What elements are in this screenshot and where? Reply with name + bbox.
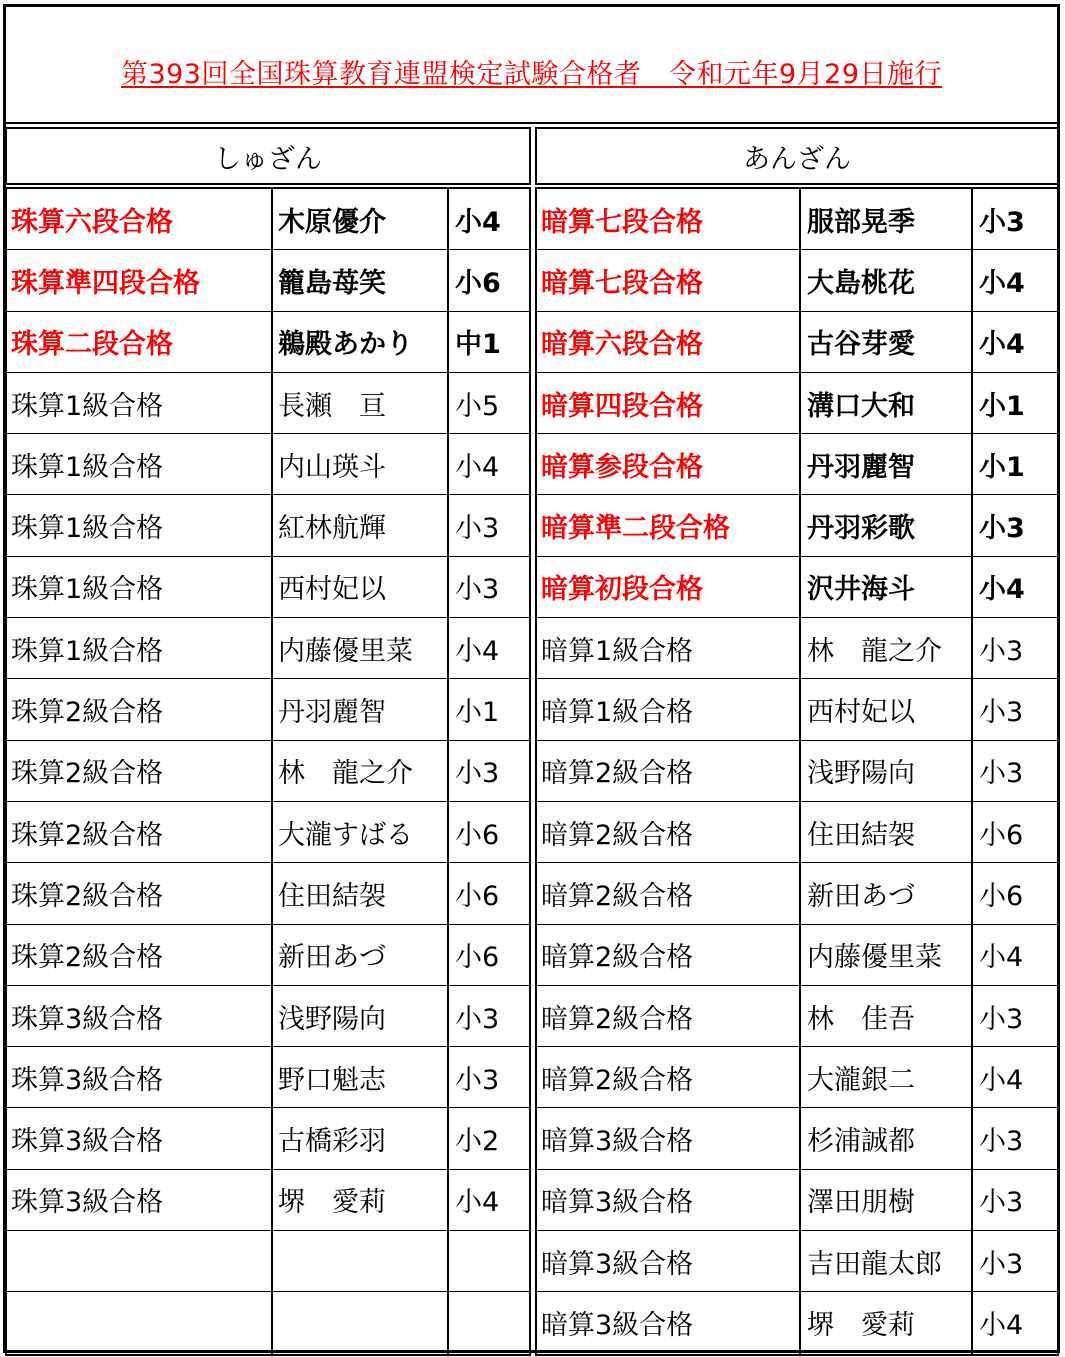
shuzan-row: [7, 1047, 529, 1108]
shuzan-row: [7, 189, 529, 250]
anzan-row: [537, 495, 1057, 556]
anzan-name-cell: 堺 愛莉: [801, 1292, 973, 1353]
shuzan-school-grade-cell: 小5: [455, 390, 500, 422]
anzan-grade-cell: 暗算参段合格: [537, 434, 801, 494]
anzan-school-grade-cell: 小4: [979, 574, 1025, 606]
shuzan-name-cell: 鵜殿あかり: [273, 312, 449, 372]
anzan-name-cell: 服部晃季: [801, 189, 973, 249]
shuzan-row: [7, 1170, 529, 1231]
shuzan-row: [7, 679, 529, 740]
anzan-header: あんざん: [535, 127, 1059, 185]
shuzan-school-grade-cell: 小4: [455, 635, 500, 667]
shuzan-table: [5, 187, 531, 1356]
anzan-name-cell: 内藤優里菜: [801, 925, 973, 985]
shuzan-name-cell: 浅野陽向: [273, 986, 449, 1046]
shuzan-name-cell: 新田あづ: [273, 925, 449, 985]
shuzan-name-cell: [273, 1292, 449, 1353]
shuzan-school-grade-cell: 小1: [455, 697, 500, 729]
shuzan-grade-cell: 珠算1級合格: [7, 434, 273, 494]
shuzan-row: [7, 373, 529, 434]
shuzan-header: しゅざん: [5, 127, 531, 185]
shuzan-name-cell: 西村妃以: [273, 557, 449, 617]
shuzan-name-cell: 木原優介: [273, 189, 449, 249]
shuzan-name-cell: [273, 1231, 449, 1291]
shuzan-school-grade-cell: [449, 1292, 529, 1353]
anzan-row: [537, 986, 1057, 1047]
anzan-row: [537, 250, 1057, 311]
shuzan-name-cell: 内山瑛斗: [273, 434, 449, 494]
anzan-row: [537, 1047, 1057, 1108]
anzan-school-grade-cell: 小6: [979, 880, 1024, 912]
shuzan-row: [7, 434, 529, 495]
shuzan-row: [7, 741, 529, 802]
anzan-row: [537, 618, 1057, 679]
anzan-name-cell: 古谷芽愛: [801, 312, 973, 372]
shuzan-school-grade-cell: 小6: [455, 819, 500, 851]
anzan-school-grade-cell: 小4: [979, 1310, 1024, 1342]
shuzan-row: [7, 557, 529, 618]
anzan-row: [537, 434, 1057, 495]
anzan-school-grade-cell: 小1: [979, 390, 1025, 422]
shuzan-school-grade-cell: 小6: [455, 880, 500, 912]
shuzan-row: [7, 1231, 529, 1292]
shuzan-school-grade-cell: 小3: [455, 513, 500, 545]
anzan-row: [537, 373, 1057, 434]
shuzan-grade-cell: 珠算1級合格: [7, 618, 273, 678]
shuzan-name-cell: 長瀬 亘: [273, 373, 449, 433]
shuzan-name-cell: 籠島苺笑: [273, 250, 449, 310]
shuzan-row: [7, 618, 529, 679]
anzan-row: [537, 679, 1057, 740]
shuzan-grade-cell: 珠算1級合格: [7, 373, 273, 433]
anzan-name-cell: 丹羽麗智: [801, 434, 973, 494]
anzan-table: [535, 187, 1059, 1356]
shuzan-school-grade-cell: 中1: [455, 329, 501, 361]
anzan-name-cell: 吉田龍太郎: [801, 1231, 973, 1291]
anzan-row: [537, 1231, 1057, 1292]
shuzan-row: [7, 312, 529, 373]
shuzan-row: [7, 1292, 529, 1353]
anzan-grade-cell: 暗算2級合格: [537, 863, 801, 923]
shuzan-school-grade-cell: 小3: [455, 1003, 500, 1035]
anzan-grade-cell: 暗算四段合格: [537, 373, 801, 433]
anzan-grade-cell: 暗算七段合格: [537, 189, 801, 249]
shuzan-grade-cell: 珠算準四段合格: [7, 250, 273, 310]
shuzan-grade-cell: 珠算2級合格: [7, 802, 273, 862]
shuzan-school-grade-cell: 小6: [455, 267, 501, 299]
page-title: 第393回全国珠算教育連盟検定試験合格者 令和元年9月29日施行: [120, 59, 943, 90]
shuzan-grade-cell: 珠算1級合格: [7, 495, 273, 555]
shuzan-row: [7, 986, 529, 1047]
anzan-grade-cell: 暗算六段合格: [537, 312, 801, 372]
anzan-name-cell: 林 龍之介: [801, 618, 973, 678]
anzan-row: [537, 312, 1057, 373]
anzan-grade-cell: 暗算2級合格: [537, 802, 801, 862]
shuzan-name-cell: 住田結袈: [273, 863, 449, 923]
title-box: [4, 4, 1059, 124]
anzan-name-cell: 丹羽彩歌: [801, 495, 973, 555]
shuzan-row: [7, 925, 529, 986]
anzan-school-grade-cell: 小3: [979, 206, 1025, 238]
anzan-grade-cell: 暗算2級合格: [537, 925, 801, 985]
anzan-row: [537, 802, 1057, 863]
anzan-row: [537, 925, 1057, 986]
shuzan-name-cell: 内藤優里菜: [273, 618, 449, 678]
anzan-row: [537, 863, 1057, 924]
shuzan-school-grade-cell: 小3: [455, 1064, 500, 1096]
shuzan-school-grade-cell: [449, 1231, 529, 1291]
anzan-grade-cell: 暗算2級合格: [537, 986, 801, 1046]
anzan-school-grade-cell: 小3: [979, 1248, 1024, 1280]
shuzan-grade-cell: [7, 1231, 273, 1291]
anzan-grade-cell: 暗算1級合格: [537, 679, 801, 739]
anzan-name-cell: 住田結袈: [801, 802, 973, 862]
shuzan-grade-cell: 珠算2級合格: [7, 741, 273, 801]
anzan-grade-cell: 暗算2級合格: [537, 1047, 801, 1107]
shuzan-grade-cell: 珠算3級合格: [7, 1170, 273, 1230]
shuzan-row: [7, 495, 529, 556]
shuzan-grade-cell: 珠算3級合格: [7, 986, 273, 1046]
anzan-school-grade-cell: 小4: [979, 1064, 1024, 1096]
anzan-name-cell: 溝口大和: [801, 373, 973, 433]
shuzan-name-cell: 紅林航輝: [273, 495, 449, 555]
anzan-name-cell: 澤田朋樹: [801, 1170, 973, 1230]
shuzan-grade-cell: 珠算1級合格: [7, 557, 273, 617]
anzan-grade-cell: 暗算初段合格: [537, 557, 801, 617]
shuzan-row: [7, 802, 529, 863]
shuzan-row: [7, 250, 529, 311]
anzan-grade-cell: 暗算1級合格: [537, 618, 801, 678]
anzan-name-cell: 大瀧銀二: [801, 1047, 973, 1107]
anzan-school-grade-cell: 小1: [979, 451, 1025, 483]
anzan-row: [537, 741, 1057, 802]
shuzan-grade-cell: 珠算2級合格: [7, 925, 273, 985]
anzan-name-cell: 林 佳吾: [801, 986, 973, 1046]
shuzan-school-grade-cell: 小3: [455, 758, 500, 790]
shuzan-name-cell: 古橋彩羽: [273, 1108, 449, 1168]
shuzan-row: [7, 863, 529, 924]
anzan-name-cell: 沢井海斗: [801, 557, 973, 617]
anzan-row: [537, 1292, 1057, 1353]
anzan-name-cell: 新田あづ: [801, 863, 973, 923]
anzan-row: [537, 1108, 1057, 1169]
shuzan-row: [7, 1108, 529, 1169]
anzan-row: [537, 1170, 1057, 1231]
shuzan-name-cell: 野口魁志: [273, 1047, 449, 1107]
anzan-grade-cell: 暗算準二段合格: [537, 495, 801, 555]
anzan-grade-cell: 暗算3級合格: [537, 1292, 801, 1353]
shuzan-name-cell: 堺 愛莉: [273, 1170, 449, 1230]
anzan-school-grade-cell: 小3: [979, 1003, 1024, 1035]
shuzan-school-grade-cell: 小6: [455, 942, 500, 974]
anzan-school-grade-cell: 小3: [979, 1126, 1024, 1158]
shuzan-grade-cell: [7, 1292, 273, 1353]
anzan-school-grade-cell: 小4: [979, 267, 1025, 299]
shuzan-school-grade-cell: 小4: [455, 1187, 500, 1219]
anzan-grade-cell: 暗算2級合格: [537, 741, 801, 801]
shuzan-school-grade-cell: 小4: [455, 206, 501, 238]
anzan-row: [537, 189, 1057, 250]
shuzan-name-cell: 大瀧すばる: [273, 802, 449, 862]
anzan-school-grade-cell: 小3: [979, 758, 1024, 790]
anzan-row: [537, 557, 1057, 618]
shuzan-grade-cell: 珠算2級合格: [7, 679, 273, 739]
anzan-school-grade-cell: 小3: [979, 697, 1024, 729]
shuzan-grade-cell: 珠算3級合格: [7, 1047, 273, 1107]
shuzan-name-cell: 丹羽麗智: [273, 679, 449, 739]
anzan-grade-cell: 暗算3級合格: [537, 1231, 801, 1291]
anzan-school-grade-cell: 小4: [979, 942, 1024, 974]
anzan-grade-cell: 暗算七段合格: [537, 250, 801, 310]
shuzan-grade-cell: 珠算2級合格: [7, 863, 273, 923]
shuzan-grade-cell: 珠算3級合格: [7, 1108, 273, 1168]
anzan-name-cell: 西村妃以: [801, 679, 973, 739]
anzan-name-cell: 杉浦誠都: [801, 1108, 973, 1168]
anzan-grade-cell: 暗算3級合格: [537, 1170, 801, 1230]
anzan-school-grade-cell: 小4: [979, 329, 1025, 361]
anzan-school-grade-cell: 小3: [979, 1187, 1024, 1219]
shuzan-grade-cell: 珠算二段合格: [7, 312, 273, 372]
shuzan-school-grade-cell: 小4: [455, 451, 500, 483]
anzan-school-grade-cell: 小3: [979, 513, 1025, 545]
shuzan-school-grade-cell: 小3: [455, 574, 500, 606]
anzan-name-cell: 浅野陽向: [801, 741, 973, 801]
anzan-school-grade-cell: 小3: [979, 635, 1024, 667]
shuzan-grade-cell: 珠算六段合格: [7, 189, 273, 249]
shuzan-name-cell: 林 龍之介: [273, 741, 449, 801]
anzan-grade-cell: 暗算3級合格: [537, 1108, 801, 1168]
shuzan-school-grade-cell: 小2: [455, 1126, 500, 1158]
anzan-name-cell: 大島桃花: [801, 250, 973, 310]
anzan-school-grade-cell: 小6: [979, 819, 1024, 851]
